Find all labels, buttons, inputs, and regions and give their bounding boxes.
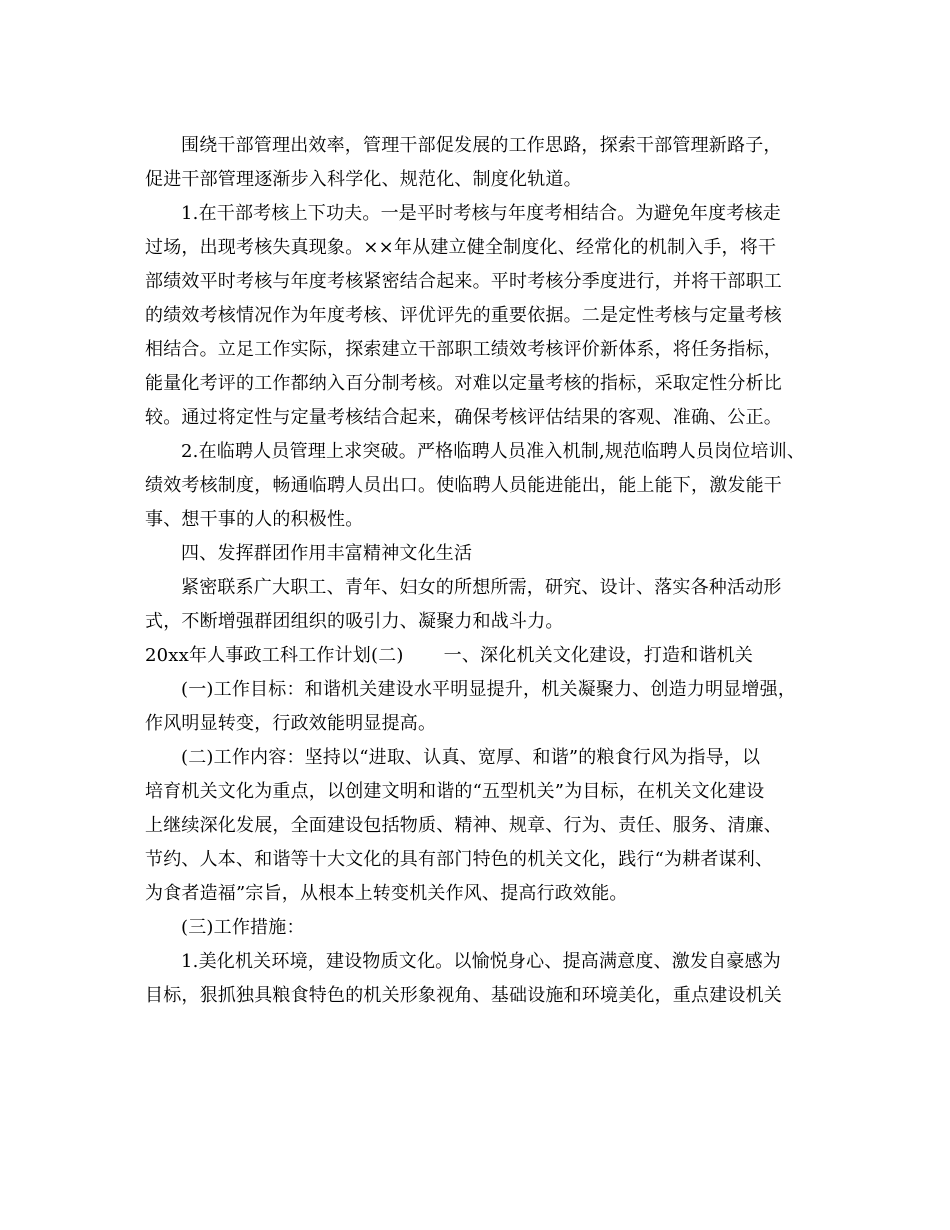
text-line: 能量化考评的工作都纳入百分制考核。对难以定量考核的指标，采取定性分析比 xyxy=(145,373,782,394)
text-line: 式，不断增强群团组织的吸引力、凝聚力和战斗力。 xyxy=(145,611,564,632)
section-heading-mass-organizations xyxy=(145,537,805,571)
text-line: 1.美化机关环境，建设物质文化。以愉悦身心、提高满意度、激发自豪感为 xyxy=(181,951,781,972)
text-line: 部绩效平时考核与年度考核紧密结合起来。平时考核分季度进行，并将干部职工 xyxy=(145,271,782,292)
text-line: 节约、人本、和谐等十大文化的具有部门特色的机关文化，践行“为耕者谋利、 xyxy=(145,849,774,870)
text-line: 作风明显转变，行政效能明显提高。 xyxy=(145,713,437,734)
text-line: 目标，狠抓独具粮食特色的机关形象视角、基础设施和环境美化，重点建设机关 xyxy=(145,985,782,1006)
text-line: 上继续深化发展，全面建设包括物质、精神、规章、行为、责任、服务、清廉、 xyxy=(145,815,782,836)
paragraph-mass-organizations xyxy=(145,571,805,639)
plan-title-row xyxy=(145,639,805,673)
document-body xyxy=(145,129,805,1013)
text-line: 2.在临聘人员管理上求突破。严格临聘人员准入机制,规范临聘人员岗位培训、 xyxy=(181,441,806,462)
paragraph-cadre-assessment xyxy=(145,197,805,435)
text-line: 过场，出现考核失真现象。××年从建立健全制度化、经常化的机制入手，将干 xyxy=(145,237,777,258)
subheading-work-measures xyxy=(145,911,805,945)
text-line: (二)工作内容：坚持以“进取、认真、宽厚、和谐”的粮食行风为指导，以 xyxy=(181,747,761,768)
paragraph-work-content xyxy=(145,741,805,911)
plan-title: 20xx年人事政工科工作计划(二) xyxy=(145,645,404,666)
paragraph-beautify-environment xyxy=(145,945,805,1013)
paragraph-temporary-staff xyxy=(145,435,805,537)
text-line: 相结合。立足工作实际，探索建立干部职工绩效考核评价新体系，将任务指标， xyxy=(145,339,782,360)
text-line: 围绕干部管理出效率，管理干部促发展的工作思路，探索干部管理新路子， xyxy=(181,135,782,156)
text-line: 促进干部管理逐渐步入科学化、规范化、制度化轨道。 xyxy=(145,169,582,190)
paragraph-management-approach xyxy=(145,129,805,197)
text-line: 1.在干部考核上下功夫。一是平时考核与年度考相结合。为避免年度考核走 xyxy=(181,203,781,224)
text-line: (一)工作目标：和谐机关建设水平明显提升，机关凝聚力、创造力明显增强， xyxy=(181,679,797,700)
text-line: 事、想干事的人的积极性。 xyxy=(145,509,364,530)
text-line: 为食者造福”宗旨，从根本上转变机关作风、提高行政效能。 xyxy=(145,883,628,904)
text-line: 紧密联系广大职工、青年、妇女的所想所需，研究、设计、落实各种活动形 xyxy=(181,577,782,598)
subheading: (三)工作措施： xyxy=(181,917,305,938)
paragraph-work-goals xyxy=(145,673,805,741)
plan-title-line xyxy=(145,639,805,673)
text-line: 的绩效考核情况作为年度考核、评优评先的重要依据。二是定性考核与定量考核 xyxy=(145,305,782,326)
section-heading-organ-culture: 一、深化机关文化建设，打造和谐机关 xyxy=(443,645,754,666)
text-line: 较。通过将定性与定量考核结合起来，确保考核评估结果的客观、准确、公正。 xyxy=(145,407,782,428)
section-heading: 四、发挥群团作用丰富精神文化生活 xyxy=(181,543,473,564)
text-line: 绩效考核制度，畅通临聘人员出口。使临聘人员能进能出，能上能下，激发能干 xyxy=(145,475,782,496)
text-line: 培育机关文化为重点，以创建文明和谐的“五型机关”为目标，在机关文化建设 xyxy=(145,781,765,802)
